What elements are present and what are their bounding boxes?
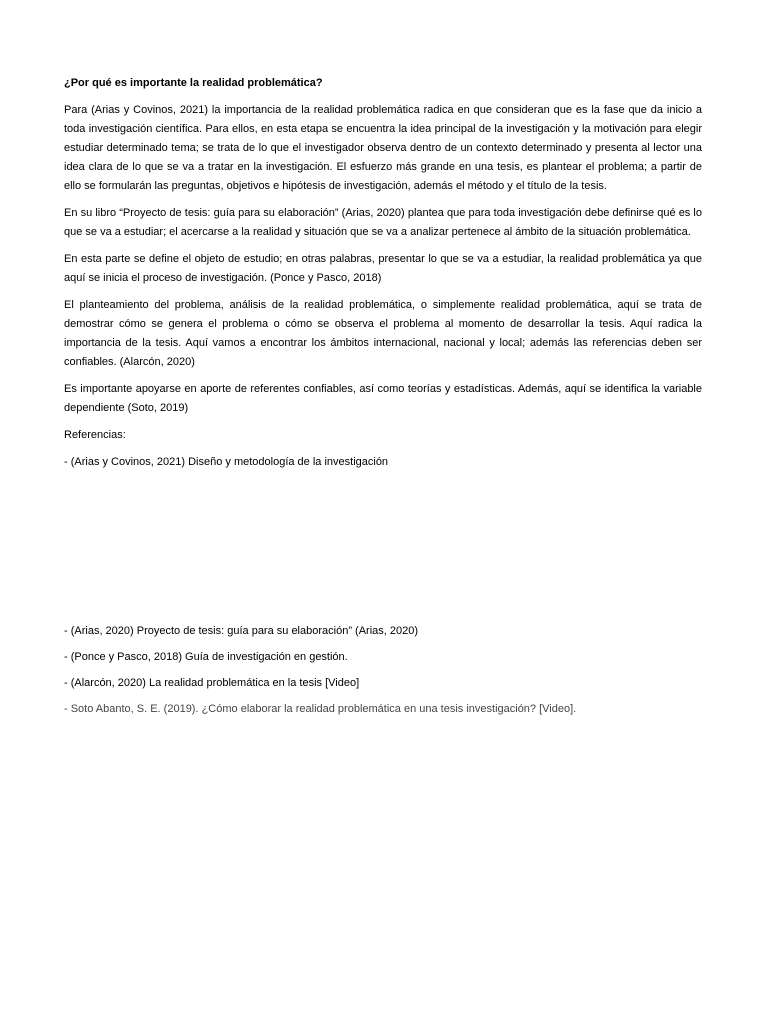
paragraph-2: En su libro “Proyecto de tesis: guía para su elaboración” (Arias, 2020) plantea que para toda investigación debe definirse qué es lo que se va a estudiar; el acercarse a la realidad y situación que se va a analizar pertenece al ámbito de la situación problemática. (64, 207, 702, 238)
reference-item: - (Arias, 2020) Proyecto de tesis: guía para su elaboración” (Arias, 2020) (64, 625, 419, 637)
reference-item: - Soto Abanto, S. E. (2019). ¿Cómo elaborar la realidad problemática en una tesis investigación? [Video]. (64, 703, 577, 715)
reference-item: - (Ponce y Pasco, 2018) Guía de investigación en gestión. (64, 651, 348, 663)
paragraph-5: Es importante apoyarse en aporte de referentes confiables, así como teorías y estadísticas. Además, aquí se identifica la variable dependiente (Soto, 2019) (64, 383, 702, 414)
reference-item: - (Alarcón, 2020) La realidad problemática en la tesis [Video] (64, 677, 360, 689)
reference-item: - (Arias y Covinos, 2021) Diseño y metodología de la investigación (64, 456, 389, 468)
paragraph-3: En esta parte se define el objeto de estudio; en otras palabras, presentar lo que se va a estudiar, la realidad problemática ya que aquí se inicia el proceso de investigación. (Ponce y Pasco, 2018) (64, 253, 702, 284)
document-page (64, 75, 702, 726)
paragraph-1: Para (Arias y Covinos, 2021) la importancia de la realidad problemática radica en que consideran que es la fase que da inicio a toda investigación científica. Para ellos, en esta etapa se encuentra la idea principal de la investigación y la motivación para elegir estudiar determinado tema; se trata de lo que el investigador observa dentro de un contexto determinado y presenta al lector una idea clara de lo que se va a tratar en la investigación. El esfuerzo más grande en una tesis, es plantear el problema; a partir de ello se formularán las preguntas, objetivos e hipótesis de investigación, además el método y el título de la tesis. (64, 104, 702, 192)
paragraph-4: El planteamiento del problema, análisis de la realidad problemática, o simplemente realidad problemática, aquí se trata de demostrar cómo se genera el problema o cómo se observa el problema al momento de desarrollar la tesis. Aquí radica la importancia de la tesis. Aquí vamos a encontrar los ámbitos internacional, nacional y local; además las referencias deben ser confiables. (Alarcón, 2020) (64, 299, 702, 368)
references-list (64, 453, 702, 719)
section-heading: ¿Por qué es importante la realidad problemática? (64, 77, 323, 89)
references-label: Referencias: (64, 429, 126, 441)
